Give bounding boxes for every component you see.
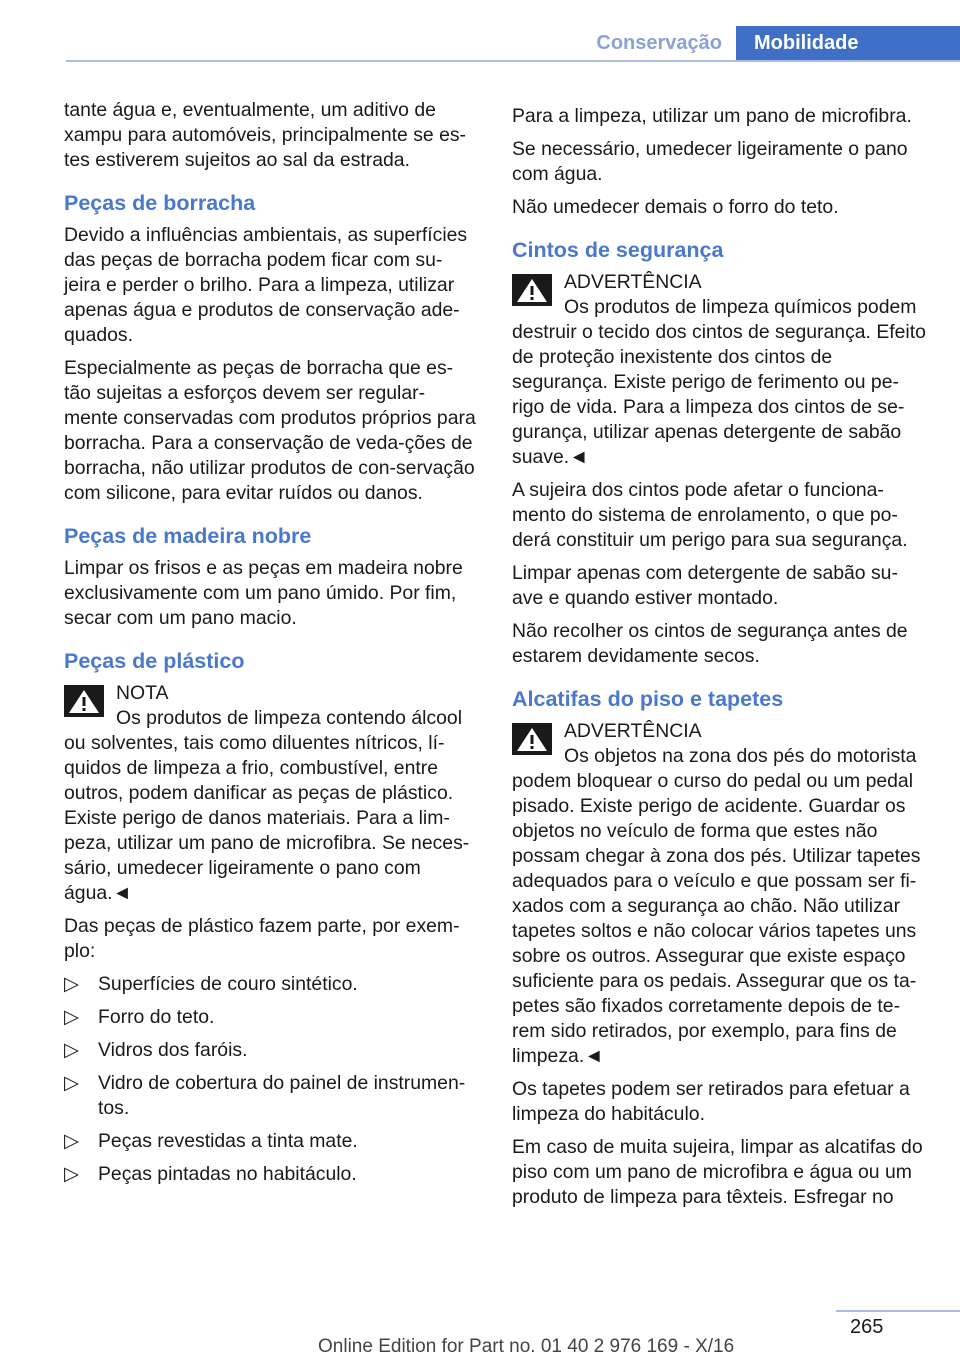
- list-item: [64, 1005, 478, 1030]
- paragraph: Limpar apenas com detergente de sabão su‐ave e quando estiver montado.: [512, 562, 898, 609]
- tab-conservacao[interactable]: Conservação: [596, 32, 722, 54]
- warning-box: [512, 719, 926, 1069]
- paragraph: Das peças de plástico fazem parte, por exem‐plo:: [64, 915, 460, 962]
- triangle-bullet-icon: ▷: [64, 1163, 79, 1185]
- warning-triangle-icon: [512, 723, 552, 755]
- list-item-text: Forro do teto.: [98, 1006, 215, 1028]
- notice-title: NOTA: [116, 682, 169, 704]
- paragraph: Não umedecer demais o forro do teto.: [512, 196, 839, 218]
- paragraph: Os tapetes podem ser retirados para efetuar a limpeza do habitáculo.: [512, 1078, 910, 1125]
- paragraph: Especialmente as peças de borracha que es‐tão sujeitas a esforços devem ser regular‐mente conservadas com produtos próprios para borracha. Para a conservação de veda‐ções de borracha, não utilizar produtos de con‐servação com silicone, para evitar ruídos ou danos.: [64, 357, 476, 504]
- warning-title: ADVERTÊNCIA: [564, 271, 702, 293]
- list-item: [64, 972, 478, 997]
- warning-triangle-icon: [512, 274, 552, 306]
- warning-triangle-icon: [64, 685, 104, 717]
- warning-text: Os objetos na zona dos pés do motorista podem bloquear o curso do pedal ou um pedal pisado. Existe perigo de acidente. Guardar os objetos no veículo de forma que estes não possam chegar à zona dos pés. Utilizar tapetes adequados para o veículo e que possam ser fi‐xados com a segurança ao chão. Não utilizar tapetes soltos e não colocar vários tapetes uns sobre os outros. Assegurar que existe espaço suficiente para os pedais. Assegurar que os ta‐petes são fixados corretamente depois de te‐rem sido retirados, por exemplo, para fins de limpeza.◄: [512, 745, 921, 1067]
- triangle-bullet-icon: ▷: [64, 1072, 79, 1094]
- list-item: [64, 1162, 478, 1187]
- list-item-text: Peças pintadas no habitáculo.: [98, 1163, 357, 1185]
- list-item-text: Vidros dos faróis.: [98, 1039, 248, 1061]
- warning-box: [512, 270, 926, 470]
- paragraph: Se necessário, umedecer ligeiramente o pano com água.: [512, 138, 908, 185]
- notice-text: Os produtos de limpeza contendo álcool ou solventes, tais como diluentes nítricos, lí‐quidos de limpeza a frio, combustível, entre outros, podem danificar as peças de plástico. Existe perigo de danos materiais. Para a lim‐peza, utilizar um pano de microfibra. Se neces‐sário, umedecer ligeiramente o pano com água.◄: [64, 707, 470, 904]
- warning-title: ADVERTÊNCIA: [564, 720, 702, 742]
- right-column: [512, 104, 926, 1218]
- paragraph: Não recolher os cintos de segurança antes de estarem devidamente secos.: [512, 620, 908, 667]
- triangle-bullet-icon: ▷: [64, 1130, 79, 1152]
- list-item: [64, 1129, 478, 1154]
- warning-text: Os produtos de limpeza químicos podem destruir o tecido dos cintos de segurança. Efeito de proteção inexistente dos cintos de segurança. Existe perigo de ferimento ou pe‐rigo de vida. Para a limpeza dos cintos de se‐gurança, utilizar apenas detergente de sabão suave.◄: [512, 296, 926, 468]
- triangle-bullet-icon: ▷: [64, 973, 79, 995]
- left-column: [64, 98, 478, 1195]
- section-heading-alcatifas: Alcatifas do piso e tapetes: [512, 687, 784, 711]
- paragraph: Em caso de muita sujeira, limpar as alcatifas do piso com um pano de microfibra e água ou um produto de limpeza para têxteis. Esfregar no: [512, 1136, 923, 1208]
- section-heading-madeira: Peças de madeira nobre: [64, 524, 312, 548]
- list-item: [64, 1038, 478, 1063]
- list-item-text: Superfícies de couro sintético.: [98, 973, 358, 995]
- paragraph: Para a limpeza, utilizar um pano de microfibra.: [512, 105, 912, 127]
- section-heading-cintos: Cintos de segurança: [512, 238, 724, 262]
- list-item: [64, 1071, 478, 1121]
- triangle-bullet-icon: ▷: [64, 1039, 79, 1061]
- list-item-text: Peças revestidas a tinta mate.: [98, 1130, 358, 1152]
- tab-mobilidade[interactable]: Mobilidade: [736, 26, 960, 60]
- notice-box: [64, 681, 478, 906]
- edition-footer: Online Edition for Part no. 01 40 2 976 169 - X/16: [318, 1336, 735, 1357]
- paragraph: A sujeira dos cintos pode afetar o funciona‐mento do sistema de enrolamento, o que po‐derá constituir um perigo para sua segurança.: [512, 479, 908, 551]
- paragraph: Devido a influências ambientais, as superfícies das peças de borracha podem ficar com su‐jeira e perder o brilho. Para a limpeza, utilizar apenas água e produtos de conservação ade‐quados.: [64, 224, 468, 346]
- paragraph: Limpar os frisos e as peças em madeira nobre exclusivamente com um pano úmido. Por fim, secar com um pano macio.: [64, 557, 463, 629]
- paragraph: tante água e, eventualmente, um aditivo de xampu para automóveis, principalmente se es‐tes estiverem sujeitos ao sal da estrada.: [64, 99, 467, 171]
- section-heading-borracha: Peças de borracha: [64, 191, 256, 215]
- header-rule: [66, 60, 960, 62]
- section-heading-plastico: Peças de plástico: [64, 649, 245, 673]
- triangle-bullet-icon: ▷: [64, 1006, 79, 1028]
- bullet-list: [64, 972, 478, 1187]
- footer-rule: [836, 1310, 960, 1312]
- list-item-text: Vidro de cobertura do painel de instrumen‐tos.: [98, 1072, 466, 1119]
- page-number: 265: [850, 1316, 884, 1338]
